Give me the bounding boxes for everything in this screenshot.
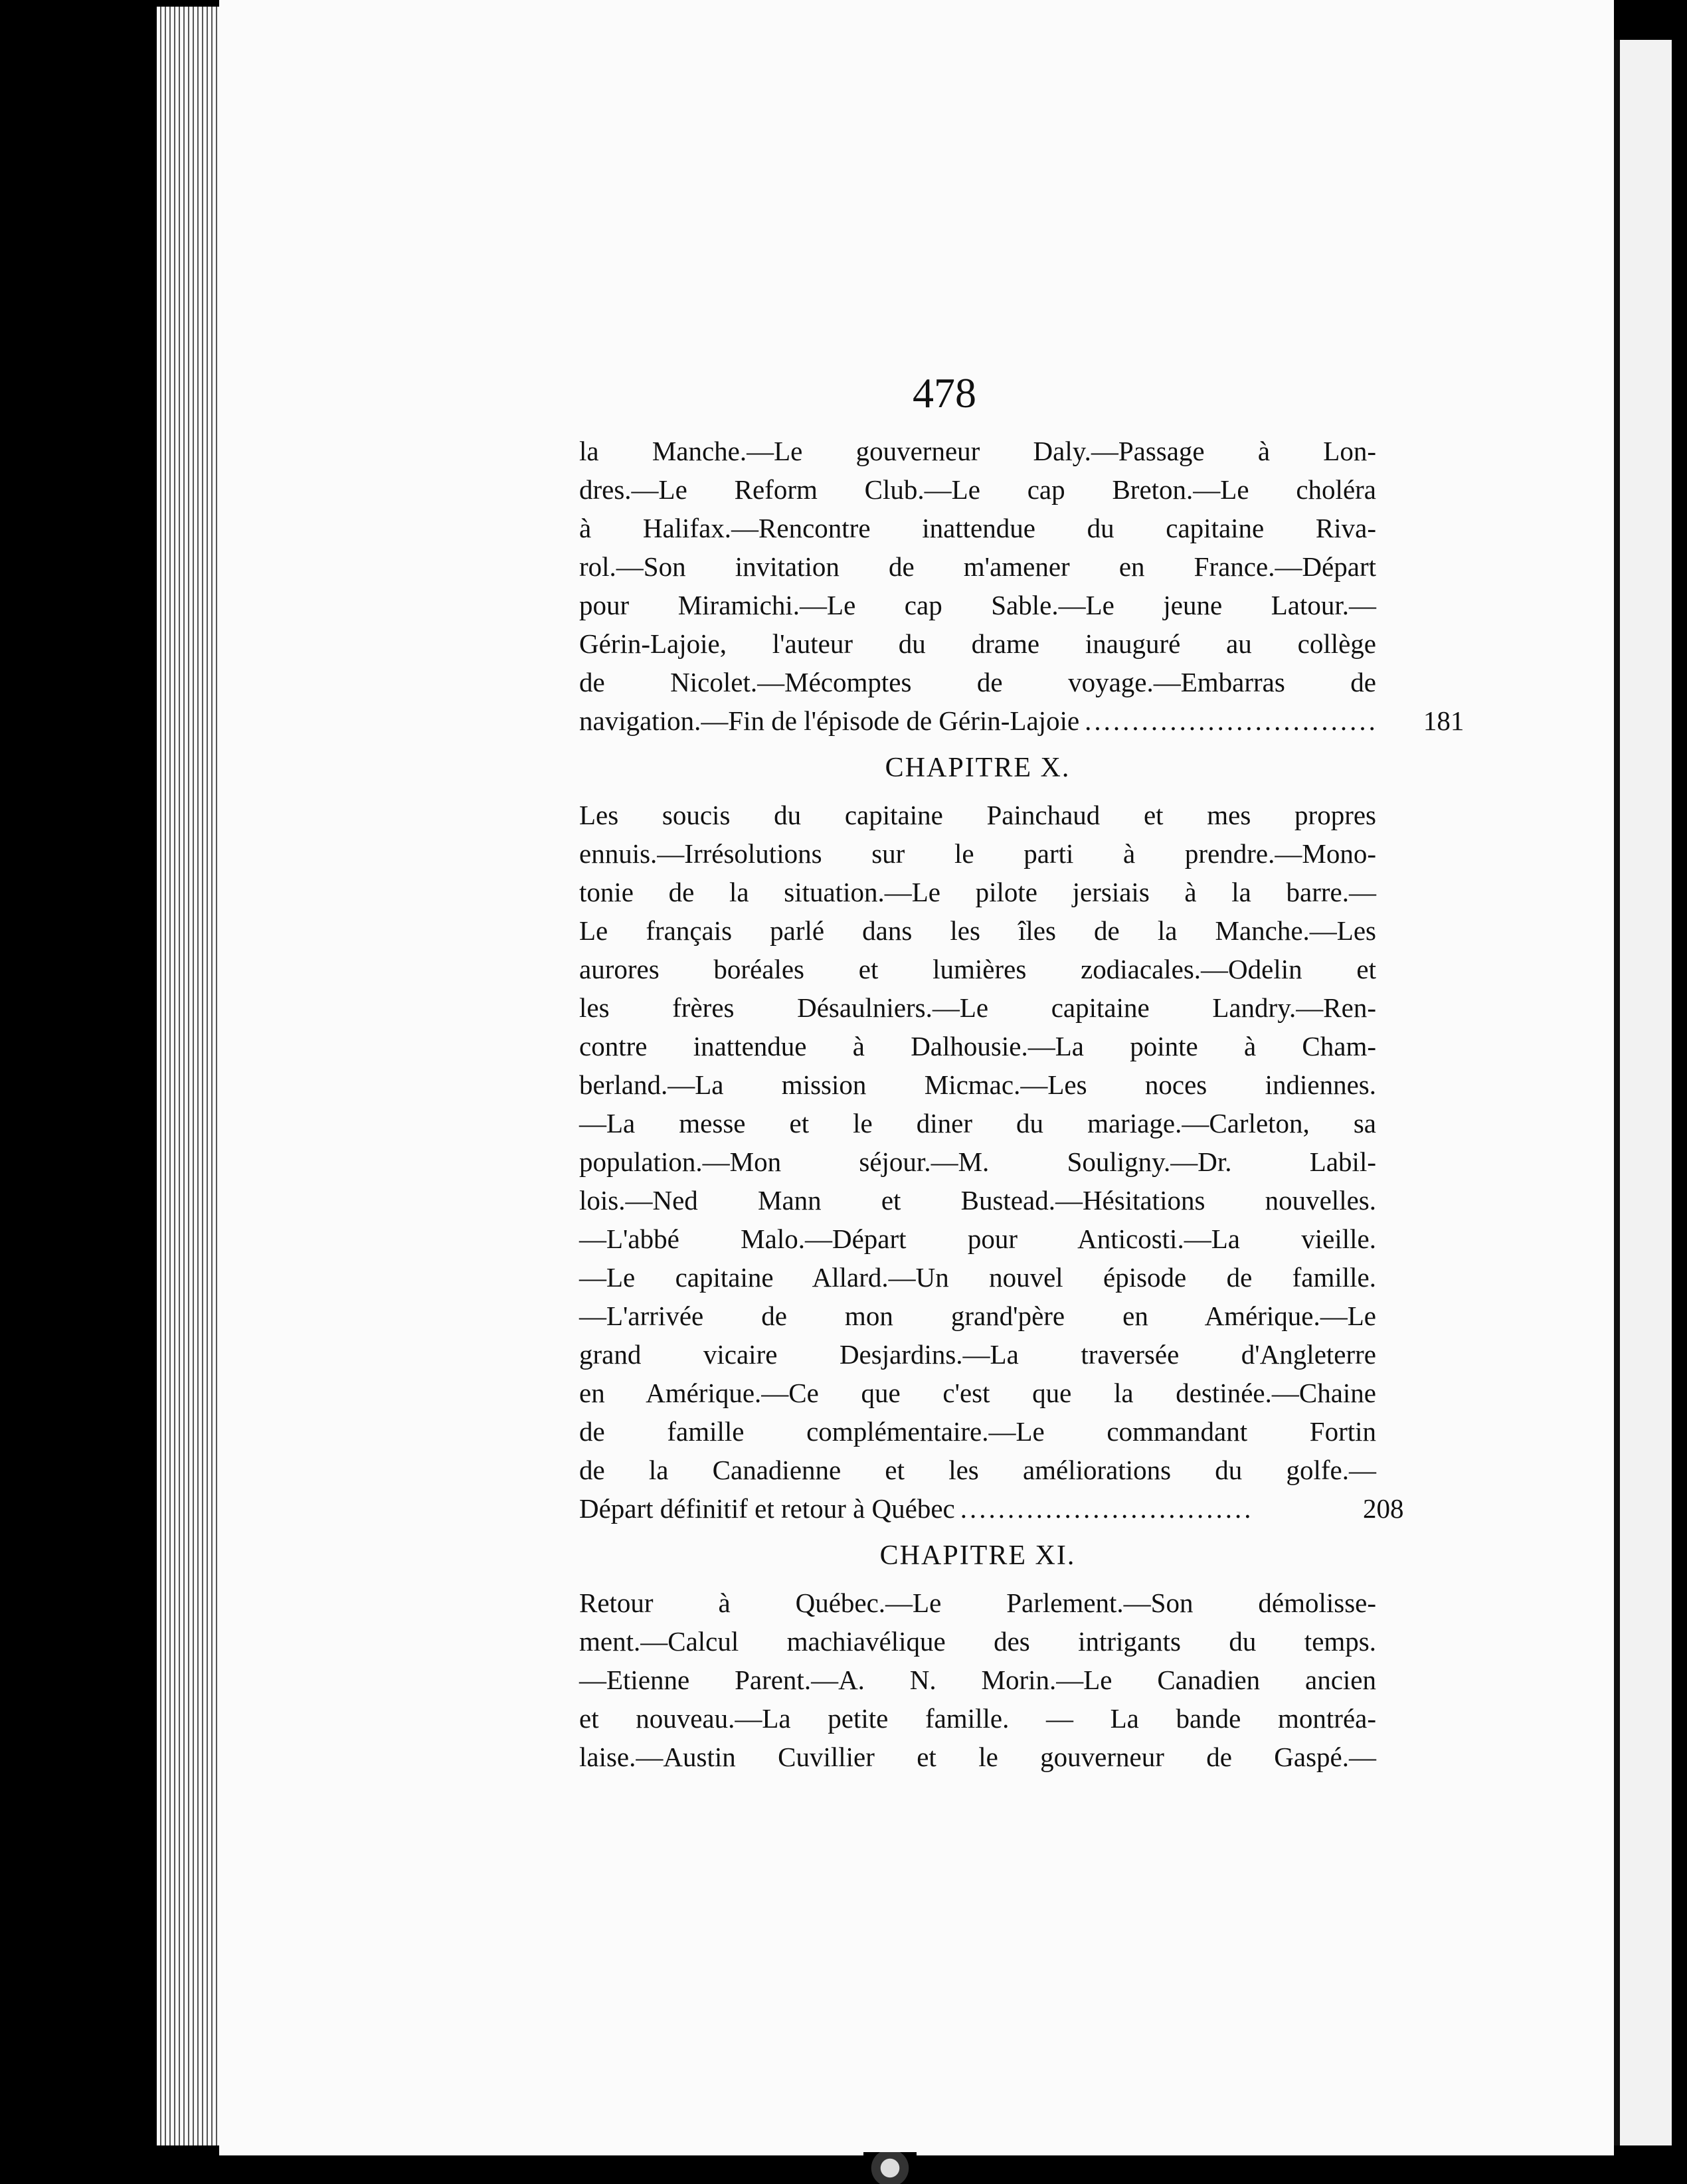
- entry-line: contre inattendue à Dalhousie.—La pointe à Cham-: [579, 1031, 1376, 1061]
- page-reference: 181: [1423, 705, 1465, 736]
- entry-line: de famille complémentaire.—Le commandant Fortin: [579, 1416, 1376, 1447]
- entry-line: dres.—Le Reform Club.—Le cap Breton.—Le choléra: [579, 474, 1376, 505]
- entry-line: rol.—Son invitation de m'amener en France.—Départ: [579, 551, 1376, 582]
- entry-line: grand vicaire Desjardins.—La traversée d'Angleterre: [579, 1339, 1376, 1370]
- toc-entry-chapter-x: [579, 796, 1404, 1528]
- entry-line: aurores boréales et lumières zodiacales.—Odelin et: [579, 954, 1376, 984]
- entry-line: navigation.—Fin de l'épisode de Gérin-Lajoie: [579, 705, 1080, 736]
- dot-leader: ...............................: [960, 1493, 1254, 1524]
- dot-leader: ...............................: [1085, 705, 1378, 736]
- facing-page-edge: [1614, 40, 1672, 2145]
- entry-line: en Amérique.—Ce que c'est que la destinée.—Chaine: [579, 1378, 1376, 1408]
- page-number: 478: [913, 369, 976, 416]
- entry-line: ment.—Calcul machiavélique des intrigants du temps.: [579, 1626, 1376, 1657]
- page-reference: 208: [1363, 1493, 1404, 1524]
- entry-line: Retour à Québec.—Le Parlement.—Son démolisse-: [579, 1588, 1376, 1618]
- entry-line: de Nicolet.—Mécomptes de voyage.—Embarras de: [579, 667, 1376, 697]
- toc-entry-chapter-ix: [579, 432, 1465, 740]
- entry-line: Gérin-Lajoie, l'auteur du drame inauguré au collège: [579, 628, 1376, 659]
- binding-mark: [863, 2152, 917, 2184]
- entry-line: Départ définitif et retour à Québec: [579, 1493, 955, 1524]
- entry-line: ennuis.—Irrésolutions sur le parti à prendre.—Mono-: [579, 838, 1376, 869]
- toc-entry-chapter-xi: [579, 1584, 1376, 1776]
- table-of-contents: [579, 369, 1465, 1776]
- entry-line: Le français parlé dans les îles de la Manche.—Les: [579, 915, 1376, 946]
- entry-line: —L'abbé Malo.—Départ pour Anticosti.—La vieille.: [579, 1224, 1376, 1254]
- entry-line: et nouveau.—La petite famille. — La bande montréa-: [579, 1703, 1376, 1734]
- entry-last-line: [579, 701, 1465, 740]
- entry-line: les frères Désaulniers.—Le capitaine Landry.—Ren-: [579, 992, 1376, 1023]
- entry-line: Les soucis du capitaine Painchaud et mes propres: [579, 800, 1376, 830]
- chapter-heading: CHAPITRE XI.: [879, 1540, 1076, 1571]
- entry-line: tonie de la situation.—Le pilote jersiais à la barre.—: [579, 877, 1376, 907]
- entry-line: laise.—Austin Cuvillier et le gouverneur de Gaspé.—: [579, 1742, 1376, 1772]
- entry-line: —L'arrivée de mon grand'père en Amérique.—Le: [579, 1301, 1376, 1331]
- entry-line: —Etienne Parent.—A. N. Morin.—Le Canadien ancien: [579, 1665, 1376, 1695]
- chapter-heading: CHAPITRE X.: [885, 753, 1071, 783]
- entry-line: lois.—Ned Mann et Bustead.—Hésitations nouvelles.: [579, 1185, 1376, 1216]
- entry-line: —La messe et le diner du mariage.—Carleton, sa: [579, 1108, 1376, 1138]
- entry-line: de la Canadienne et les améliorations du golfe.—: [579, 1455, 1376, 1485]
- entry-line: population.—Mon séjour.—M. Souligny.—Dr. Labil-: [579, 1146, 1376, 1177]
- entry-line: la Manche.—Le gouverneur Daly.—Passage à Lon-: [579, 436, 1376, 466]
- entry-last-line: [579, 1489, 1404, 1528]
- entry-line: pour Miramichi.—Le cap Sable.—Le jeune Latour.—: [579, 590, 1376, 620]
- entry-line: berland.—La mission Micmac.—Les noces indiennes.: [579, 1069, 1376, 1100]
- entry-line: à Halifax.—Rencontre inattendue du capitaine Riva-: [579, 513, 1376, 543]
- entry-line: —Le capitaine Allard.—Un nouvel épisode de famille.: [579, 1262, 1376, 1293]
